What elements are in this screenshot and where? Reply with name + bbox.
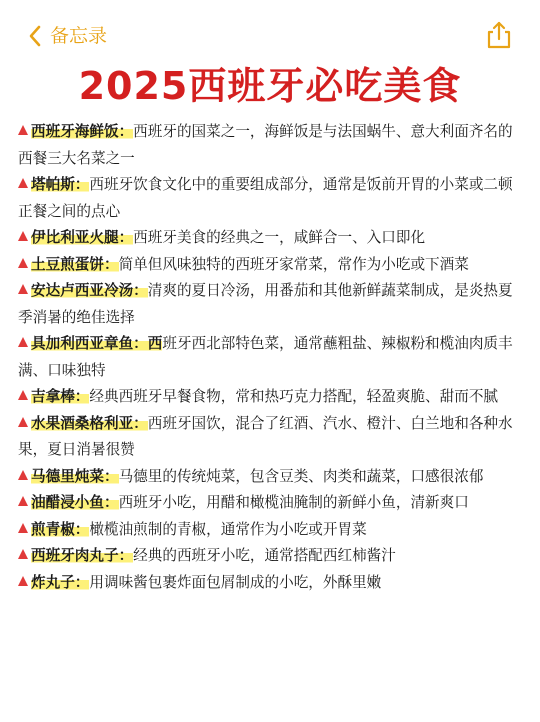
food-name: 西班牙肉丸子： (31, 547, 134, 564)
food-list (18, 119, 518, 596)
food-description: 西班牙饮食文化中的重要组成部分，通常是饭前开胃的小菜或二顿正餐之间的点心 (18, 176, 513, 220)
food-description: 经典西班牙早餐食物，常和热巧克力搭配，轻盈爽脆、甜而不腻 (89, 388, 499, 405)
food-description: 经典的西班牙小吃，通常搭配西红柿酱汁 (133, 547, 396, 564)
food-name: 土豆煎蛋饼： (31, 255, 119, 273)
chevron-left-icon (28, 25, 42, 47)
list-item (18, 278, 518, 331)
share-icon (484, 20, 514, 50)
triangle-bullet-icon (18, 523, 28, 533)
triangle-bullet-icon (18, 125, 28, 135)
food-name: 炸丸子： (31, 573, 90, 591)
triangle-bullet-icon (18, 231, 28, 241)
food-description: 橄榄油煎制的青椒，通常作为小吃或开胃菜 (89, 520, 367, 538)
food-name: 油醋浸小鱼： (31, 494, 119, 511)
food-description: 清爽的夏日冷汤，用番茄和其他新鲜蔬菜制成，是炎热夏季消暑的绝佳选择 (18, 282, 513, 326)
food-name: 具加利西亚章鱼：西 (31, 335, 163, 352)
food-name: 吉拿棒： (31, 388, 90, 405)
triangle-bullet-icon (18, 337, 28, 347)
triangle-bullet-icon (18, 178, 28, 188)
food-description: 用调味酱包裹炸面包屑制成的小吃，外酥里嫩 (89, 573, 382, 591)
triangle-bullet-icon (18, 576, 28, 586)
list-item (18, 517, 518, 544)
triangle-bullet-icon (18, 549, 28, 559)
triangle-bullet-icon (18, 417, 28, 427)
triangle-bullet-icon (18, 390, 28, 400)
triangle-bullet-icon (18, 284, 28, 294)
food-description: 西班牙小吃，用醋和橄榄油腌制的新鲜小鱼，清新爽口 (118, 494, 469, 511)
food-name: 安达卢西亚冷汤： (31, 282, 148, 299)
back-button[interactable] (28, 22, 107, 50)
top-bar (0, 0, 540, 60)
food-description: 简单但风味独特的西班牙家常菜，常作为小吃或下酒菜 (118, 255, 469, 273)
list-item (18, 119, 518, 172)
back-label: 备忘录 (50, 25, 108, 47)
list-item (18, 331, 518, 384)
triangle-bullet-icon (18, 470, 28, 480)
list-item (18, 252, 518, 279)
food-name: 水果酒桑格利亚： (31, 414, 148, 432)
triangle-bullet-icon (18, 496, 28, 506)
food-description: 班牙西北部特色菜，通常蘸粗盐、辣椒粉和榄油肉质丰满、口味独特 (18, 335, 513, 379)
list-item (18, 411, 518, 464)
food-name: 伊比利亚火腿： (31, 229, 134, 246)
food-name: 塔帕斯： (31, 176, 90, 193)
triangle-bullet-icon (18, 258, 28, 268)
food-name: 马德里炖菜： (31, 467, 119, 485)
list-item (18, 490, 518, 517)
list-item (18, 570, 518, 597)
food-name: 西班牙海鲜饭： (31, 123, 134, 140)
food-name: 煎青椒： (31, 520, 90, 538)
food-description: 马德里的传统炖菜，包含豆类、肉类和蔬菜，口感很浓郁 (118, 467, 484, 485)
page-title: 2025西班牙必吃美食 (78, 64, 462, 108)
list-item (18, 464, 518, 491)
list-item (18, 543, 518, 570)
food-description: 西班牙美食的经典之一，咸鲜合一、入口即化 (133, 229, 426, 246)
list-item (18, 225, 518, 252)
share-button[interactable] (484, 20, 514, 50)
food-description: 西班牙国饮，混合了红酒、汽水、橙汁、白兰地和各种水果，夏日消暑很赞 (18, 414, 513, 458)
list-item (18, 172, 518, 225)
food-description: 西班牙的国菜之一，海鲜饭是与法国蜗牛、意大利面齐名的西餐三大名菜之一 (18, 123, 513, 167)
list-item (18, 384, 518, 411)
